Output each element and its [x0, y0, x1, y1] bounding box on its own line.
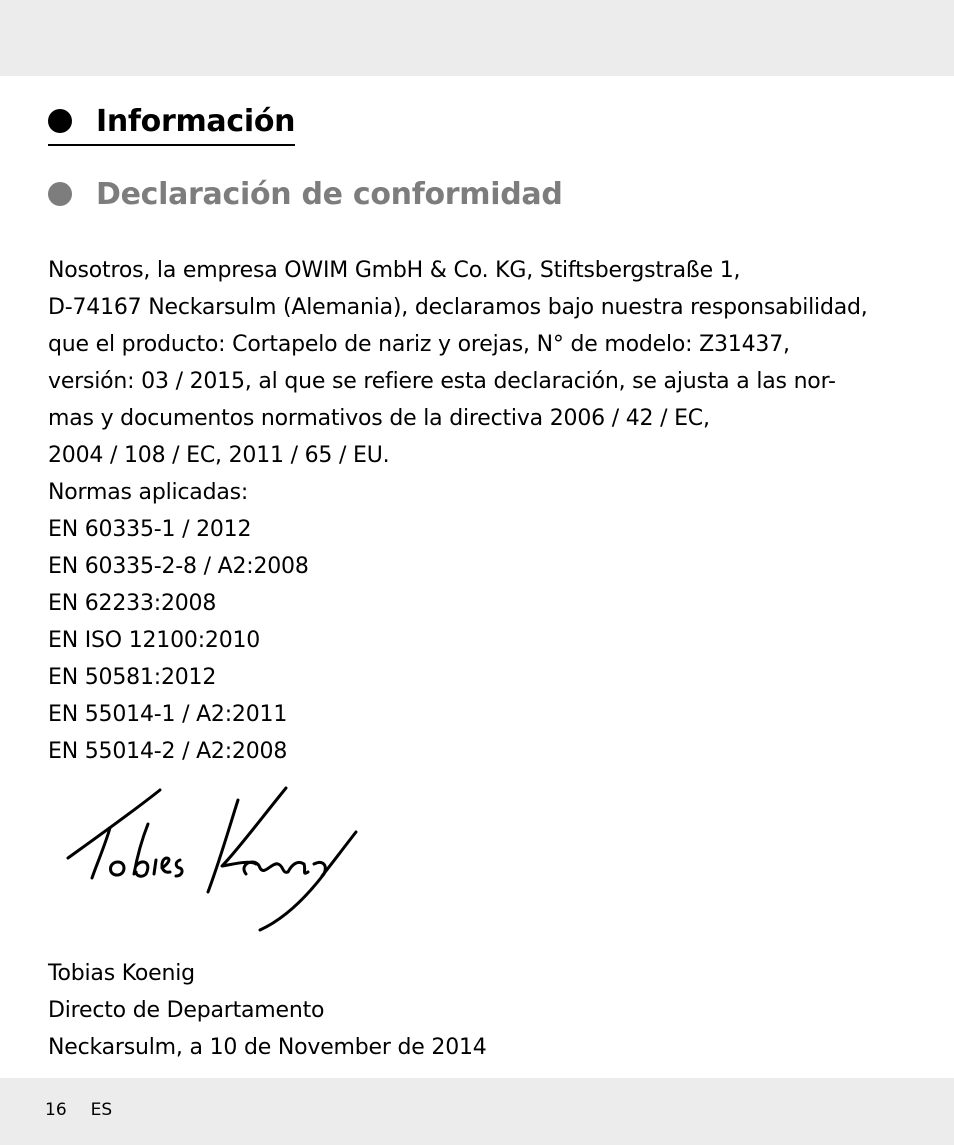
signature-stroke	[208, 800, 238, 892]
standard-item: EN 50581:2012	[48, 665, 217, 690]
heading-information-text: Información	[96, 103, 296, 139]
heading-declaration	[48, 172, 563, 216]
bottom-band	[0, 1078, 954, 1145]
standard-item: EN 55014-1 / A2:2011	[48, 702, 288, 727]
signatory-name: Tobias Koenig	[48, 961, 195, 986]
standards-label: Normas aplicadas:	[48, 480, 249, 505]
bullet-icon	[48, 109, 72, 133]
declaration-line: Nosotros, la empresa OWIM GmbH & Co. KG, Stiftsbergstraße 1,	[48, 258, 741, 283]
standard-item: EN 62233:2008	[48, 591, 217, 616]
top-band	[0, 0, 954, 76]
standard-item: EN ISO 12100:2010	[48, 628, 261, 653]
signature-stroke	[154, 860, 156, 874]
signature-stroke	[68, 790, 160, 858]
signatory-block	[48, 955, 487, 1066]
heading-information	[48, 98, 295, 146]
signature-stroke	[322, 832, 356, 876]
signature-stroke	[260, 862, 325, 930]
signature-stroke	[162, 858, 170, 872]
standard-item: EN 55014-2 / A2:2008	[48, 739, 288, 764]
declaration-line: D-74167 Neckarsulm (Alemania), declaramos bajo nuestra responsabilidad,	[48, 295, 868, 320]
signature-stroke	[222, 788, 286, 866]
signature-stroke	[111, 862, 125, 875]
bullet-icon	[48, 182, 72, 206]
declaration-line: mas y documentos normativos de la directiva 2006 / 42 / EC,	[48, 406, 710, 431]
declaration-line: 2004 / 108 / EC, 2011 / 65 / EU.	[48, 443, 390, 468]
signatory-place-date: Neckarsulm, a 10 de November de 2014	[48, 1035, 487, 1060]
page-number: 16	[45, 1100, 67, 1120]
language-code: ES	[90, 1100, 113, 1120]
signature-stroke	[176, 860, 182, 876]
signature-stroke	[134, 824, 148, 876]
declaration-text	[48, 252, 928, 770]
declaration-line: versión: 03 / 2015, al que se refiere esta declaración, se ajusta a las nor-	[48, 369, 836, 394]
declaration-line: que el producto: Cortapelo de nariz y orejas, N° de modelo: Z31437,	[48, 332, 790, 357]
page-footer	[45, 1100, 112, 1120]
standard-item: EN 60335-1 / 2012	[48, 517, 252, 542]
signatory-title: Directo de Departamento	[48, 998, 325, 1023]
heading-declaration-text: Declaración de conformidad	[96, 176, 563, 212]
standard-item: EN 60335-2-8 / A2:2008	[48, 554, 309, 579]
signature	[60, 780, 370, 935]
